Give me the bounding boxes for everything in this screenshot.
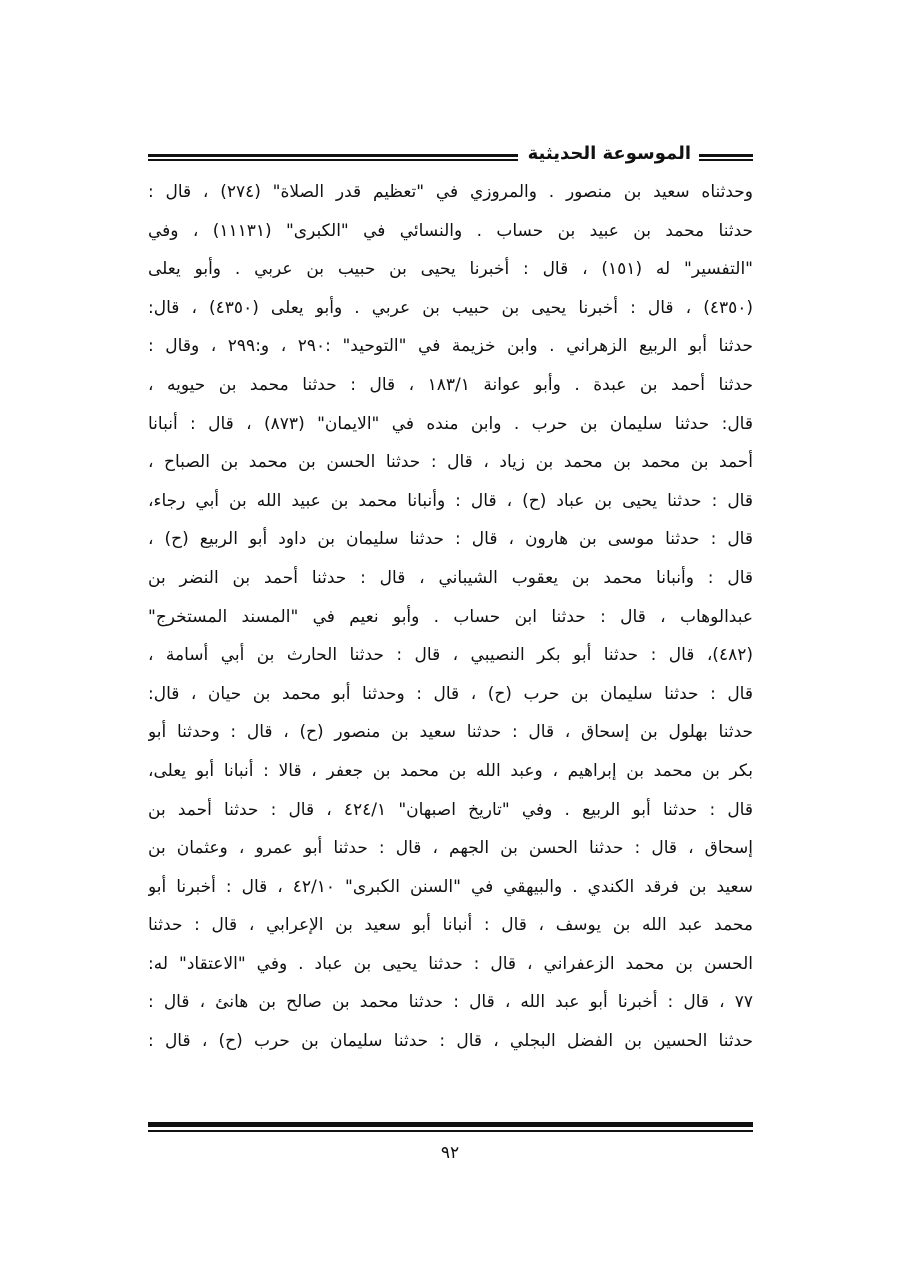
text-line: قال : حدثنا سليمان بن حرب (ح) ، قال : وحدثنا أبو محمد بن حيان ، قال: xyxy=(148,683,753,704)
text-line: إسحاق ، قال : حدثنا الحسن بن الجهم ، قال : حدثنا أبو عمرو ، وعثمان بن xyxy=(148,838,753,859)
text-line: حدثنا أبو الربيع الزهراني . وابن خزيمة في "التوحيد" :٢٩٠ ، و:٢٩٩ ، وقال : xyxy=(148,336,753,357)
text-line: قال : حدثنا أبو الربيع . وفي "تاريخ اصبهان" ٤٢٤/١ ، قال : حدثنا أحمد بن xyxy=(148,799,753,820)
header-rule-left xyxy=(148,154,518,161)
header-title: الموسوعة الحديثية xyxy=(527,143,691,164)
text-line: ٧٧ ، قال : أخبرنا أبو عبد الله ، قال : حدثنا محمد بن صالح بن هانئ ، قال : xyxy=(148,992,753,1013)
text-line: حدثنا محمد بن عبيد بن حساب . والنسائي في "الكبرى" (١١١٣١) ، وفي xyxy=(148,220,753,241)
text-line: قال : حدثنا موسى بن هارون ، قال : حدثنا سليمان بن داود أبو الربيع (ح) ، xyxy=(148,529,753,550)
footer-rules xyxy=(148,1122,753,1132)
text-line: (٤٣٥٠) ، قال : أخبرنا يحيى بن حبيب بن عربي . وأبو يعلى (٤٣٥٠) ، قال: xyxy=(148,297,753,318)
page-number: ٩٢ xyxy=(440,1143,460,1163)
text-line: عبدالوهاب ، قال : حدثنا ابن حساب . وأبو نعيم في "المسند المستخرج" xyxy=(148,606,753,627)
text-line: حدثنا أحمد بن عبدة . وأبو عوانة ١٨٣/١ ، قال : حدثنا محمد بن حيويه ، xyxy=(148,374,753,395)
text-line: أحمد بن محمد بن محمد بن زياد ، قال : حدثنا الحسن بن محمد بن الصباح ، xyxy=(148,452,753,473)
text-line: سعيد بن فرقد الكندي . والبيهقي في "السنن الكبرى" ٤٢/١٠ ، قال : أخبرنا أبو xyxy=(148,876,753,897)
text-line: "التفسير" له (١٥١) ، قال : أخبرنا يحيى بن حبيب بن عربي . وأبو يعلى xyxy=(148,259,753,280)
text-line: قال: حدثنا سليمان بن حرب . وابن منده في "الايمان" (٨٧٣) ، قال : أنبانا xyxy=(148,413,753,434)
main-text-block xyxy=(148,173,753,1061)
text-line: حدثنا بهلول بن إسحاق ، قال : حدثنا سعيد بن منصور (ح) ، قال : وحدثنا أبو xyxy=(148,722,753,743)
footer-rule-thick xyxy=(148,1122,753,1127)
text-line: بكر بن محمد بن إبراهيم ، وعبد الله بن محمد بن جعفر ، قالا : أنبانا أبو يعلى، xyxy=(148,760,753,781)
text-line: (٤٨٢)، قال : حدثنا أبو بكر النصيبي ، قال : حدثنا الحارث بن أبي أسامة ، xyxy=(148,645,753,666)
text-line: وحدثناه سعيد بن منصور . والمروزي في "تعظيم قدر الصلاة" (٢٧٤) ، قال : xyxy=(148,182,753,202)
text-line: الحسن بن محمد الزعفراني ، قال : حدثنا يحيى بن عباد . وفي "الاعتقاد" له: xyxy=(148,953,753,974)
header-rule-right xyxy=(699,154,753,161)
text-line: قال : حدثنا يحيى بن عباد (ح) ، قال : وأنبانا محمد بن عبيد الله بن أبي رجاء، xyxy=(148,490,753,511)
text-line: قال : وأنبانا محمد بن يعقوب الشيباني ، قال : حدثنا أحمد بن النضر بن xyxy=(148,567,753,588)
text-line: محمد عبد الله بن يوسف ، قال : أنبانا أبو سعيد بن الإعرابي ، قال : حدثنا xyxy=(148,915,753,936)
running-header xyxy=(148,140,753,174)
text-line: حدثنا الحسين بن الفضل البجلي ، قال : حدثنا سليمان بن حرب (ح) ، قال : xyxy=(148,1031,753,1052)
footer-rule-thin xyxy=(148,1130,753,1132)
